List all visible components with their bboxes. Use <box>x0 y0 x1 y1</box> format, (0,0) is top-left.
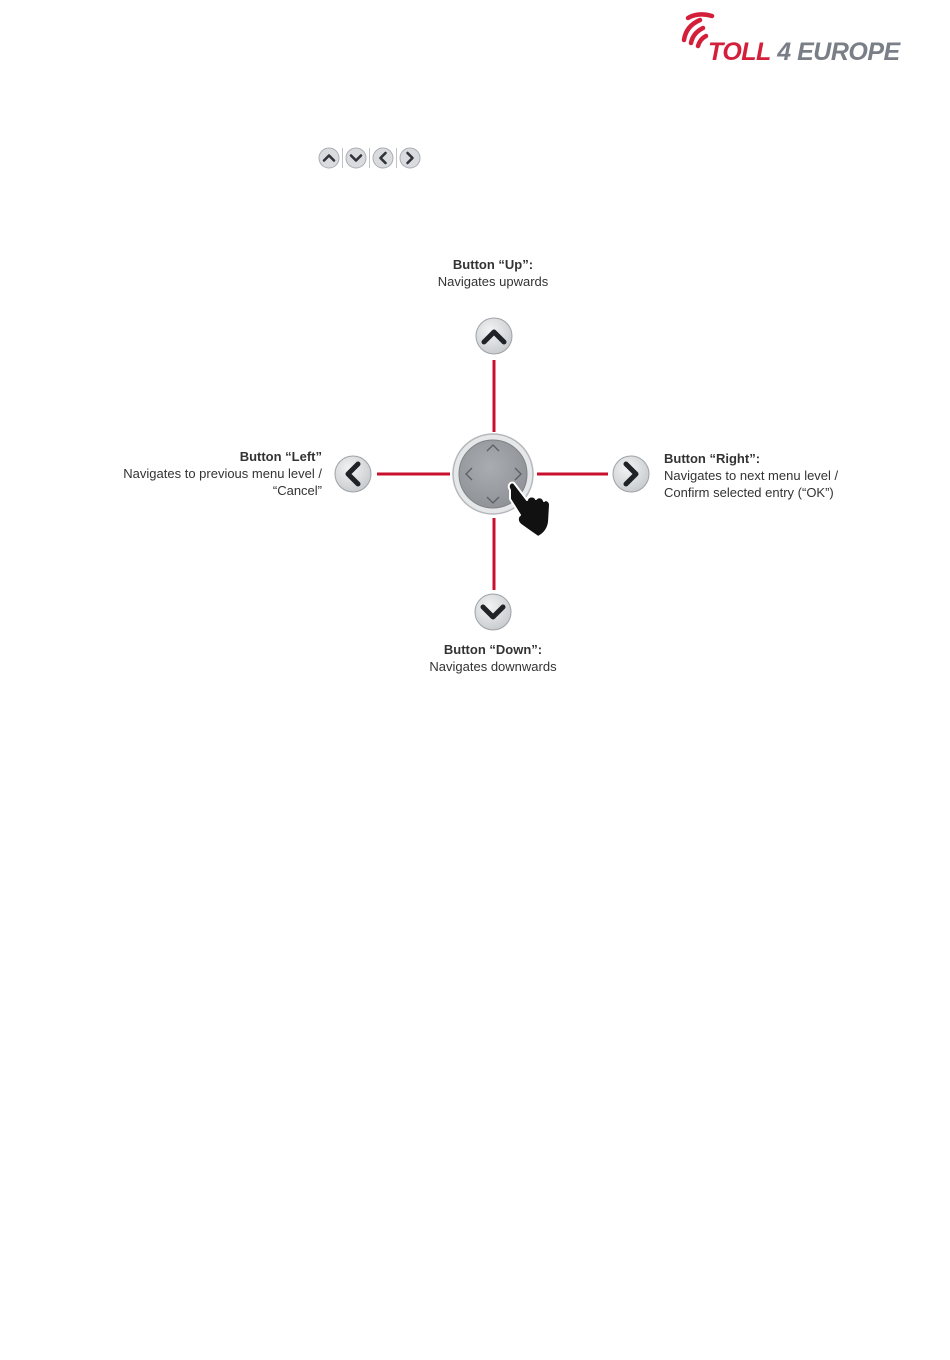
label-button-down <box>393 641 593 675</box>
logo-word-toll: TOLL <box>708 38 771 66</box>
button-right-description-line1: Navigates to next menu level / <box>664 468 839 483</box>
left-button-icon <box>335 456 371 492</box>
button-left-description-line1: Navigates to previous menu level / <box>123 466 322 481</box>
label-button-right <box>664 450 904 501</box>
button-right-description-line2: Confirm selected entry (“OK”) <box>664 485 834 500</box>
label-button-up <box>393 256 593 290</box>
button-left-title: Button “Left” <box>239 449 322 464</box>
button-down-description: Navigates downwards <box>429 659 557 674</box>
button-right-title: Button “Right”: <box>664 451 761 466</box>
button-up-title: Button “Up”: <box>452 257 534 272</box>
button-down-title: Button “Down”: <box>443 642 543 657</box>
right-button-icon <box>613 456 649 492</box>
up-button-icon <box>476 318 512 354</box>
down-button-icon <box>475 594 511 630</box>
button-left-description-line2: “Cancel” <box>272 483 322 498</box>
label-button-left <box>102 448 322 499</box>
button-up-description: Navigates upwards <box>437 274 549 289</box>
logo-word-4europe: 4 EUROPE <box>777 38 900 66</box>
